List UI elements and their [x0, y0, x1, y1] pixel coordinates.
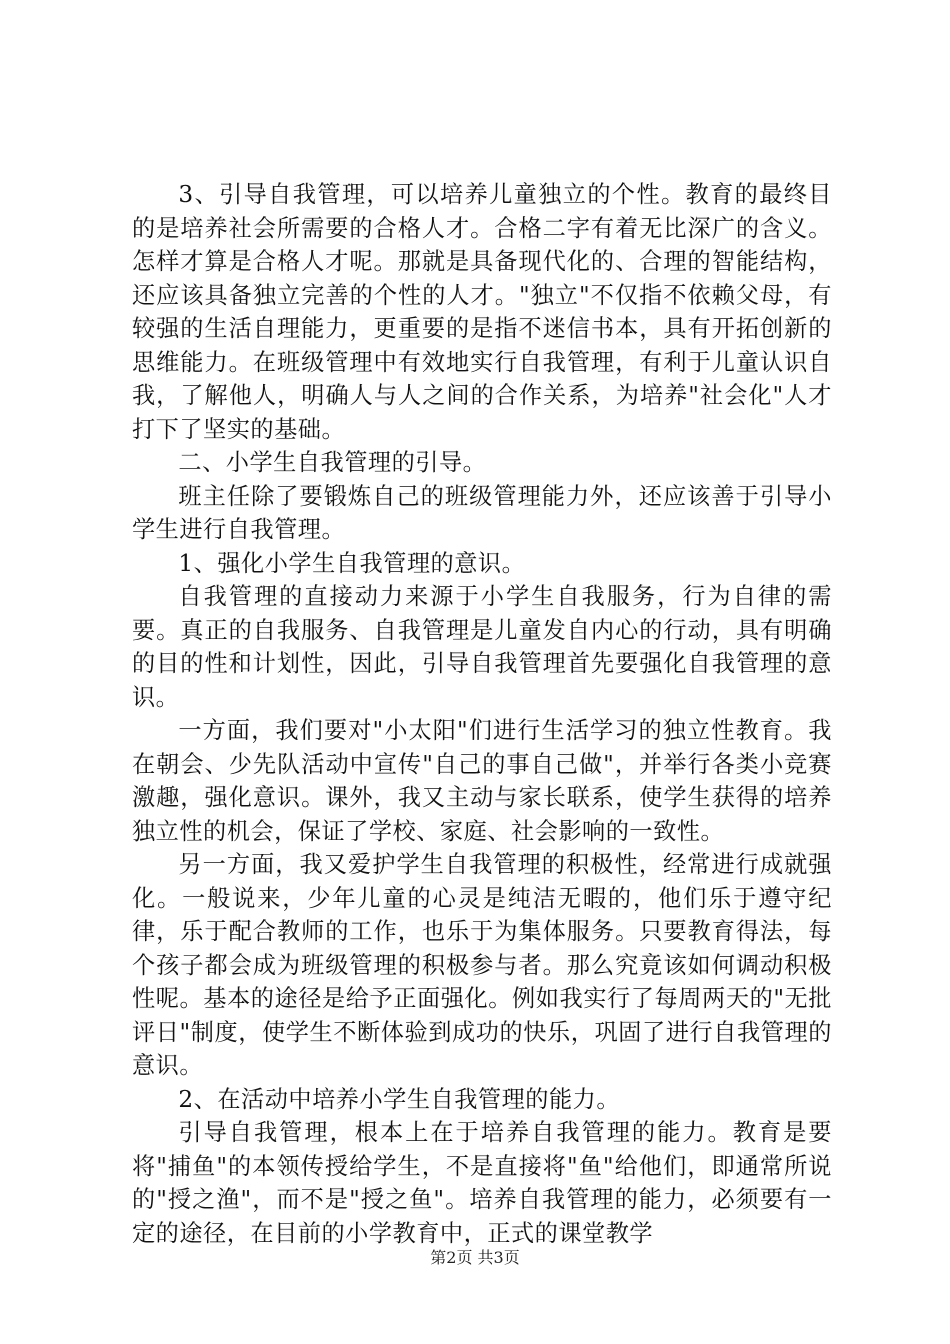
section-heading: 二、小学生自我管理的引导。 [178, 449, 487, 476]
body-text [132, 178, 832, 1250]
paragraph: 班主任除了要锻炼自己的班级管理能力外，还应该善于引导小学生进行自我管理。 [132, 482, 832, 543]
paragraph: 另一方面，我又爱护学生自我管理的积极性，经常进行成就强化。一般说来，少年儿童的心灵是纯洁无暇的，他们乐于遵守纪律，乐于配合教师的工作，也乐于为集体服务。只要教育得法，每个孩子都会成为班级管理的积极参与者。那么究竟该如何调动积极性呢。基本的途径是给予正面强化。例如我实行了每周两天的"无批评日"制度，使学生不断体验到成功的快乐，巩固了进行自我管理的意识。 [132, 851, 832, 1079]
page-footer: 第2页 共3页 [430, 1248, 520, 1267]
paragraph: 引导自我管理，根本上在于培养自我管理的能力。教育是要将"捕鱼"的本领传授给学生，不是直接将"鱼"给他们，即通常所说的"授之渔"，而不是"授之鱼"。培养自我管理的能力，必须要有一定的途径，在目前的小学教育中，正式的课堂教学 [132, 1119, 832, 1247]
paragraph: 一方面，我们要对"小太阳"们进行生活学习的独立性教育。我在朝会、少先队活动中宣传"自己的事自己做"，并举行各类小竞赛激趣，强化意识。课外，我又主动与家长联系，使学生获得的培养独立性的机会，保证了学校、家庭、社会影响的一致性。 [132, 717, 832, 845]
paragraph: 自我管理的直接动力来源于小学生自我服务，行为自律的需要。真正的自我服务、自我管理是儿童发自内心的行动，具有明确的目的性和计划性，因此，引导自我管理首先要强化自我管理的意识。 [132, 583, 832, 711]
paragraph: 3、引导自我管理，可以培养儿童独立的个性。教育的最终目的是培养社会所需要的合格人才。合格二字有着无比深广的含义。怎样才算是合格人才呢。那就是具备现代化的、合理的智能结构，还应该具备独立完善的个性的人才。"独立"不仅指不依赖父母，有较强的生活自理能力，更重要的是指不迷信书本，具有开拓创新的思维能力。在班级管理中有效地实行自我管理，有利于儿童认识自我，了解他人，明确人与人之间的合作关系，为培养"社会化"人才打下了坚实的基础。 [132, 181, 832, 443]
subsection-heading: 1、强化小学生自我管理的意识。 [178, 549, 526, 577]
subsection-heading: 2、在活动中培养小学生自我管理的能力。 [178, 1085, 621, 1113]
